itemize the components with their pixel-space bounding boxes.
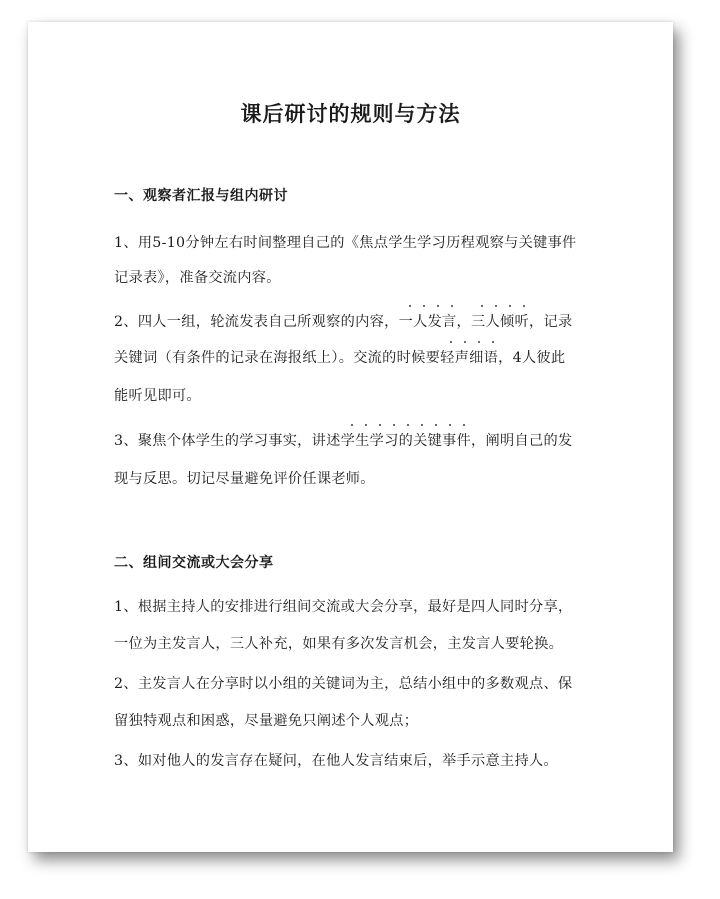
paragraph-line: 一位为主发言人，三人补充，如果有多次发言机会，主发言人要轮换。 (114, 636, 564, 652)
text-run: ，4人彼此 (498, 350, 566, 366)
text-run: 关键词（有条件的记录在海报纸上）。交流的时候要 (114, 350, 441, 366)
text-run: ，阐明自己的发 (471, 433, 573, 449)
paragraph-line: 现与反思。切记尽量避免评价任课老师。 (114, 471, 375, 487)
paragraph-line: 能听见即可。 (114, 388, 201, 404)
text-run: ，记录 (529, 314, 573, 330)
paragraph-line (114, 311, 572, 331)
section-2-heading: 二、组间交流或大会分享 (114, 555, 274, 571)
paragraph-line: 2、主发言人在分享时以小组的关键词为主，总结小组中的多数观点、保 (114, 676, 573, 692)
text-run: ， (456, 314, 472, 330)
document-page (28, 22, 673, 852)
emphasis-text: 三人倾听 (471, 311, 529, 331)
emphasis-text: 轻声细语 (440, 347, 498, 367)
paragraph-line (114, 347, 565, 367)
emphasis-text: 学生学习的关键事件 (341, 430, 471, 450)
paragraph-line (114, 430, 572, 450)
paragraph-line: 1、根据主持人的安排进行组间交流或大会分享，最好是四人同时分享， (114, 599, 573, 615)
emphasis-text: 一人发言 (399, 311, 457, 331)
document-title: 课后研讨的规则与方法 (240, 101, 461, 126)
text-run: 3、聚焦个体学生的学习事实，讲述 (114, 433, 341, 449)
section-1-heading: 一、观察者汇报与组内研讨 (114, 188, 288, 204)
paragraph-line: 留独特观点和困惑，尽量避免只阐述个人观点； (114, 713, 419, 729)
paragraph-line: 3、如对他人的发言存在疑问，在他人发言结束后，举手示意主持人。 (114, 753, 558, 769)
text-run: 2、四人一组，轮流发表自己所观察的内容， (114, 314, 399, 330)
paragraph-line: 1、用5-10分钟左右时间整理自己的《焦点学生学习历程观察与关键事件 (114, 235, 577, 251)
paragraph-line: 记录表》，准备交流内容。 (114, 270, 281, 286)
